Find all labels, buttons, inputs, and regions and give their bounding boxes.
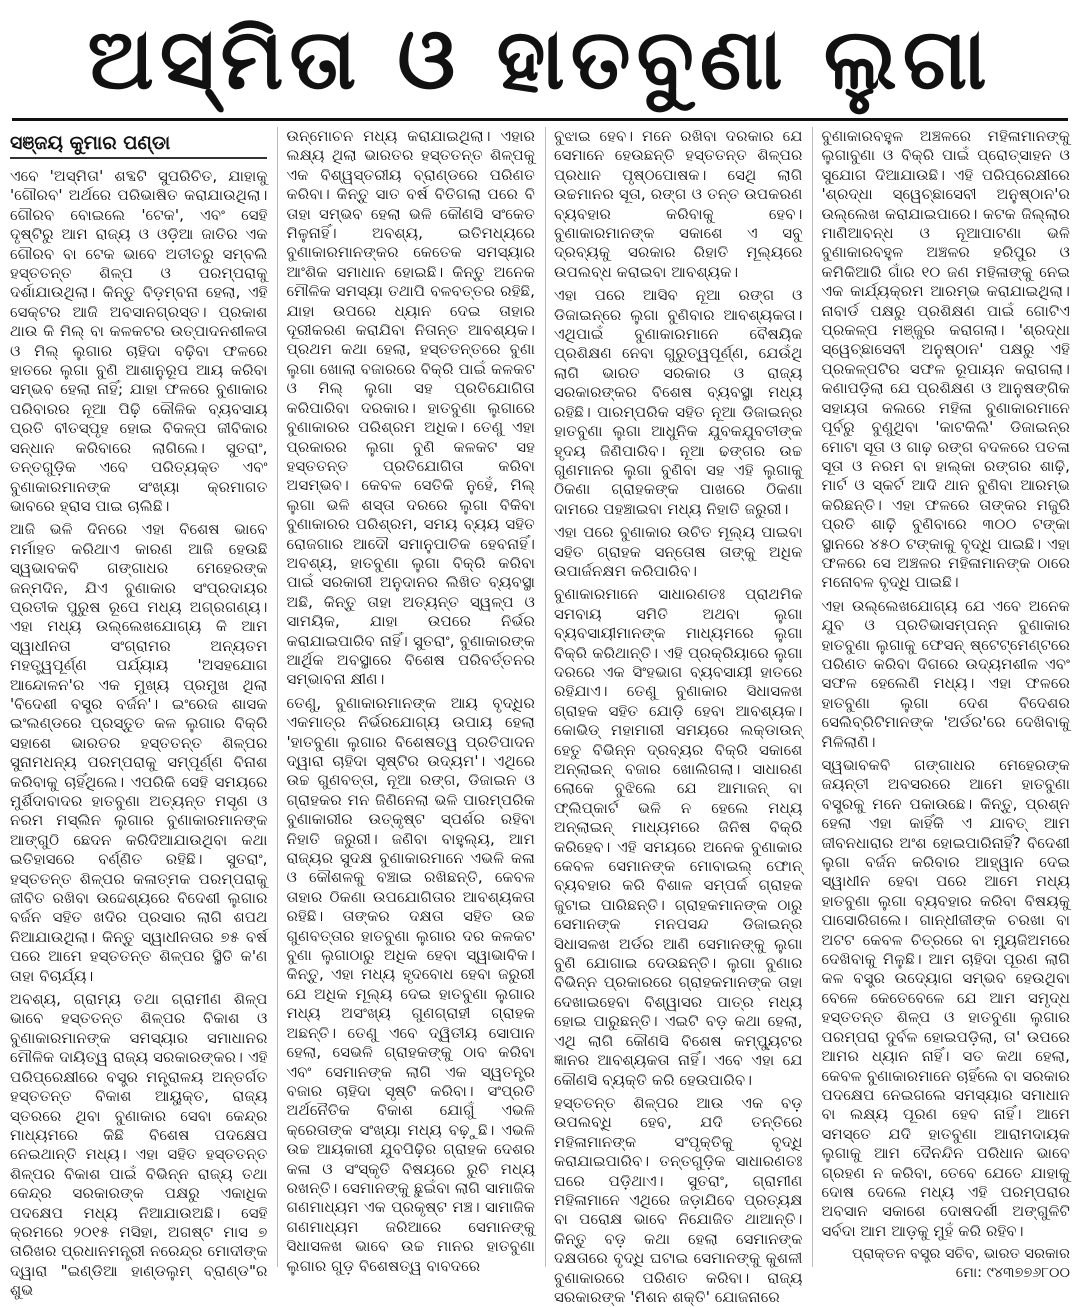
- author-title: ପ୍ରାକ୍ତନ ବସ୍ତ୍ର ସଚିବ, ଭାରତ ସରକାର: [852, 1246, 1070, 1263]
- paragraph: ତେଣୁ, ବୁଣାକାରମାନଙ୍କ ଆୟ ବୃଦ୍ଧିର ଏକମାତ୍ର ନିର୍ଭରଯୋଗ୍ୟ ଉପାୟ ହେଲା 'ହାତବୁଣା ଲୁଗାର ବିଶେଷତ୍ୱ ପ୍ରତିପାଦନ ଦ୍ୱାରା ଚାହିଦା ସୃଷ୍ଟିର ଉଦ୍ୟମ'। ଏଥିରେ ଉଚ୍ଚ ଗୁଣବତ୍ତା, ନୂଆ ରଙ୍ଗ, ଡିଜାଇନ ଓ ଗ୍ରାହକର ମନ ଜିଣିନେଲା ଭଳି ପାରମ୍ପରିକ ବୁଣାକାରୀର ଉତ୍କୃଷ୍ଟ ସ୍ପର୍ଶର ରହିବା ନିହାତି ଜରୁରୀ। ଜଣିବା ବାହୁଲ୍ୟ, ଆମ ରାଜ୍ୟର ସୁଦକ୍ଷ ବୁଣାକାରମାନେ ଏଭଳି କଳା ଓ କୌଶଳକୁ ବଞ୍ଚାଇ ରଖିଛନ୍ତି, କେବଳ ତାହାର ଠିକଣା ଉପଯୋଗିତାର ଆବଶ୍ୟକତା ରହିଛି। ତାଙ୍କର ଦକ୍ଷତା ସହିତ ଉଚ୍ଚ ଗୁଣବତ୍ତାର ହାତବୁଣା ଲୁଗାର ଦର କଳକଟ ବୁଣା ଲୁଗାଠାରୁ ଅଧିକ ହେବା ସ୍ୱାଭାବିକ। କିନ୍ତୁ, ଏହା ମଧ୍ୟ ହୃଦବୋଧ ହେବା ଜରୁରୀ ଯେ ଅଧିକ ମୂଲ୍ୟ ଦେଇ ହାତବୁଣା ଲୁଗାର ମଧ୍ୟ ଅସଂଖ୍ୟ ଗୁଣଗ୍ରାହୀ ଗ୍ରାହକ ଅଛନ୍ତି। ତେଣୁ ଏବେ ଦ୍ୱିତୀୟ ସୋପାନ ହେଲା, ସେଭଳି ଗ୍ରାହକଙ୍କୁ ଠାବ କରିବା ଏବଂ ସେମାନଙ୍କ ଲାଗି ଏକ ସ୍ୱତନ୍ତ୍ର ବଜାର ଚାହିଦା ସୃଷ୍ଟି କରିବା। ସଂପ୍ରତି ଅର୍ଥନୈତିକ ବିକାଶ ଯୋଗୁଁ ଏଭଳି କ୍ରେତାଙ୍କ ସଂଖ୍ୟା ମଧ୍ୟ ବଢ଼ୁଛି। ଏଭଳି ଉଚ୍ଚ ଆୟକାରୀ ଯୁବପିଢ଼ିର ଗ୍ରାହକ ଦେଶର କଳା ଓ ସଂସ୍କୃତି ବିଷୟରେ ରୁଚି ମଧ୍ୟ ରଖନ୍ତି। ସେମାନଙ୍କୁ ଛୁଇଁବା ଲାଗି ସାମାଜିକ ଗଣମାଧ୍ୟମ ଏକ ପ୍ରକୃଷ୍ଟ ମଞ୍ଚ। ସାମାଜିକ ଗଣମାଧ୍ୟମ ଜରିଆରେ ସେମାନଙ୍କୁ ସିଧାସଳଖ ଭାବେ ଉଚ୍ଚ ମାନର ହାତବୁଣା ଲୁଗାର ଗୁଡ଼ ବିଶେଷତ୍ୱ ବାବଦରେ: [286, 693, 535, 1275]
- paragraph: ଅବଶ୍ୟ, ଗ୍ରାମ୍ୟ ତଥା ଗ୍ରାମୀଣ ଶିଳ୍ପ ଭାବେ ହସ୍ତତନ୍ତ ଶିଳ୍ପର ବିକାଶ ଓ ବୁଣାକାରମାନଙ୍କ ସମସ୍ୟାର ସମାଧାନର ମୌଳିକ ଦାୟିତ୍ୱ ରାଜ୍ୟ ସରକାରଙ୍କର। ଏହି ପରିପ୍ରେକ୍ଷୀରେ ବସ୍ତ୍ର ମନ୍ତ୍ରାଳୟ ଅନ୍ତର୍ଗତ ହସ୍ତତନ୍ତ ବିକାଶ ଆୟୁକ୍ତ, ରାଜ୍ୟ ସ୍ତରରେ ଥିବା ବୁଣାକାର ସେବା କେନ୍ଦ୍ର ମାଧ୍ୟମରେ କିଛି ବିଶେଷ ପଦକ୍ଷେପ ନେଇଥାନ୍ତି ମଧ୍ୟ। ଏହା ସହିତ ହସ୍ତତନ୍ତ ଶିଳ୍ପର ବିକାଶ ପାଇଁ ବିଭିନ୍ନ ରାଜ୍ୟ ତଥା କେନ୍ଦ୍ର ସରକାରଙ୍କ ପକ୍ଷରୁ ଏକାଧିକ ପଦକ୍ଷେପ ମଧ୍ୟ ନିଆଯାଉଅଛି। ସେହି କ୍ରମରେ ୨୦୧୫ ମସିହା, ଅଗଷ୍ଟ ମାସ ୭ ତାରିଖର ପ୍ରଧାନମନ୍ତ୍ରୀ ନରେନ୍ଦ୍ର ମୋଦୀଙ୍କ ଦ୍ୱାରା "ଇଣ୍ଡିଆ ହାଣ୍ଡଲୁମ୍ ବ୍ରାଣ୍ଡ"ର ଶୁଭ: [10, 990, 268, 1300]
- author-contact: ମୋ: ୯୪୩୭୭୬୮୦୦: [955, 1265, 1070, 1282]
- article-column-1: [10, 127, 268, 1300]
- article-columns: [10, 127, 1070, 1306]
- article-column-3: [545, 127, 803, 1306]
- paragraph: ଆଜି ଭଳି ଦିନରେ ଏହା ବିଶେଷ ଭାବେ ମର୍ମାହତ କରିଥାଏ କାରଣ ଆଜି ହେଉଛି ସ୍ୱଭାବକବି ଗଙ୍ଗାଧର ମେହେରଙ୍କ ଜନ୍ମଦିନ, ଯିଏ ବୁଣାକାର ସଂପ୍ରଦାୟର ପ୍ରତୀକ ପୁରୁଷ ରୂପେ ମଧ୍ୟ ଅଗ୍ରଗଣ୍ୟ। ଏହା ମଧ୍ୟ ଉଲ୍ଲେଖଯୋଗ୍ୟ କି ଆମ ସ୍ୱାଧୀନତା ସଂଗ୍ରାମର ଅନ୍ୟତମ ମହତ୍ତ୍ୱପୂର୍ଣ୍ଣ ପର୍ଯ୍ୟାୟ 'ଅସହଯୋଗ ଆନ୍ଦୋଳନ'ର ଏକ ମୁଖ୍ୟ ପ୍ରମୁଖ ଥିଲା 'ବିଦେଶୀ ବସ୍ତ୍ର ବର୍ଜନ'। ଇଂରେଜ ଶାସକ ଇଂଲଣ୍ଡରେ ପ୍ରସ୍ତୁତ କଳ ଲୁଗାର ବିକ୍ରି ସହାଶେ ଭାରତର ହସ୍ତତନ୍ତ ଶିଳ୍ପର ସୁନାମଧନ୍ୟ ପରମ୍ପରାକୁ ସମ୍ପୂର୍ଣ୍ଣ ବିନାଶ କରିବାକୁ ଚାହିଁଥିଲେ। ଏପରିକି ସେହି ସମୟରେ ମୁର୍ଶିଦାବାଦର ହାତବୁଣା ଅତ୍ୟନ୍ତ ମସୃଣ ଓ ନରମ ମସ୍ଲିନ ଲୁଗାର ବୁଣାକାରମାନଙ୍କ ଆଙ୍ଗୁଠି ଛେଦନ କରିଦିଆଯାଉଥିବା କଥା ଇତିହାସରେ ବର୍ଣ୍ଣିତ ରହିଛି। ସୁତରାଂ, ହସ୍ତତନ୍ତ ଶିଳ୍ପର କଳାତ୍ମକ ପରମ୍ପରାକୁ ଜୀବିତ ରଖିବା ଉଦ୍ଦେଶ୍ୟରେ ବିଦେଶୀ ଲୁଗାର ବର୍ଜନ ସହିତ ଖଦିର ପ୍ରସାର ଲାଗି ଶପଥ ନିଆଯାଉଥିଲା। କିନ୍ତୁ ସ୍ୱାଧୀନତାର ୭୫ ବର୍ଷ ପରେ ଆମେ ହସ୍ତତନ୍ତ ଶିଳ୍ପର ସ୍ଥିତି କ'ଣ ତାହା ବିଚାର୍ଯ୍ୟ।: [10, 520, 268, 985]
- paragraph: ବୁଣାକାରମାନେ ସାଧାରଣତଃ ପ୍ରାଥମିକ ସମବାୟ ସମିତି ଅଥବା ଲୁଗା ବ୍ୟବସାୟୀମାନଙ୍କ ମାଧ୍ୟମରେ ଲୁଗା ବିକ୍ରି କରିଥାନ୍ତି। ଏହି ପ୍ରକ୍ରିୟାରେ ଲୁଗା ଦରରେ ଏକ ସିଂହଭାଗ ବ୍ୟବସାୟୀ ହାତରେ ରହିଯାଏ। ତେଣୁ ବୁଣାକାର ସିଧାସଳଖ ଗ୍ରାହକ ସହିତ ଯୋଡ଼ି ହେବା ଆବଶ୍ୟକ। କୋଭିଡ୍ ମହାମାରୀ ସମୟରେ ଲକ୍‌ଡାଉନ୍ ହେତୁ ବିଭିନ୍ନ ଦ୍ରବ୍ୟର ବିକ୍ରି ସକାଶେ ଅନ୍‌ଲାଇନ୍ ବଜାର ଖୋଲିଗଲା। ସାଧାରଣ ଲୋକେ ବୁଝିଲେ ଯେ ଆମାଜନ୍ ବା ଫ୍ଲିପ୍‌କାର୍ଟ ଭଳି ନ ହେଲେ ମଧ୍ୟ ଅନ୍‌ଲାଇନ୍ ମାଧ୍ୟମରେ ଜିନିଷ ବିକ୍ରି କରିହେବ। ଏହି ସମୟରେ ଅନେକ ବୁଣାକାର କେବଳ ସେମାନଙ୍କ ମୋବାଇଲ୍ ଫୋନ୍ ବ୍ୟବହାର କରି ବିଶାଳ ସମ୍ପର୍କ ଗ୍ରାହକ ଜୁଟାଇ ପାରିଛନ୍ତି। ଗ୍ରାହକମାନଙ୍କ ଠାରୁ ସେମାନଙ୍କ ମନପସନ୍ଦ ଡିଜାଇନ୍‌ର ସିଧାସଳଖ ଅର୍ଡର ଆଣି ସେମାନଙ୍କୁ ଲୁଗା ବୁଣି ଯୋଗାଇ ଦେଉଛନ୍ତି। ଲୁଗା ବୁଣାର ବିଭିନ୍ନ ପ୍ରକାରରେ ଗ୍ରାହକମାନଙ୍କ ତାହା ଦେଖାଇହେବା ବିଶ୍ୱାସର ପାତ୍ର ମଧ୍ୟ ହୋଇ ପାରୁଛନ୍ତି। ଏଇଟି ବଡ଼ କଥା ହେଲା, ଏଥି ଲାଗି କୌଣସି ବିଶେଷ କମ୍ପ୍ୟୁଟର ଜ୍ଞାନର ଆବଶ୍ୟକତା ନାହିଁ। ଏବେ ଏହା ଯେ କୌଣସି ବ୍ୟକ୍ତି କରି ହେଉପାରିବ।: [553, 585, 803, 1089]
- paragraph: ଉନ୍ମୋଚନ ମଧ୍ୟ କରାଯାଇଥିଲା। ଏହାର ଲକ୍ଷ୍ୟ ଥିଲା ଭାରତର ହସ୍ତତନ୍ତ ଶିଳ୍ପକୁ ଏକ ବିଶ୍ୱସ୍ତରୀୟ ବ୍ରାଣ୍ଡରେ ପରିଣତ କରିବା। କିନ୍ତୁ ସାତ ବର୍ଷ ବିତିଗଲା ପରେ ବି ତାହା ସମ୍ଭବ ହେଲା ଭଳି କୌଣସି ସଂକେତ ମିଳୁନାହିଁ। ଅବଶ୍ୟ, ଇତିମଧ୍ୟରେ ବୁଣାକାରମାନଙ୍କର କେତେକ ସମସ୍ୟାର ଆଂଶିକ ସମାଧାନ ହୋଇଛି। କିନ୍ତୁ ଅନେକ ମୌଳିକ ସମସ୍ୟା ତଥାପି ବଳବତ୍ତର ରହିଛି, ଯାହା ଉପରେ ଧ୍ୟାନ ଦେଇ ତାହାର ଦୂରୀକରଣ କରାଯିବା ନିତାନ୍ତ ଆବଶ୍ୟକ। ପ୍ରଥମ କଥା ହେଲା, ହସ୍ତତନ୍ତରେ ବୁଣା ଲୁଗା ଖୋଲା ବଜାରରେ ବିକ୍ରି ପାଇଁ କଳକଟ ଓ ମିଲ୍ ଲୁଗା ସହ ପ୍ରତିଯୋଗିତା କରିପାରିବା ଦରକାର। ହାତବୁଣା ଲୁଗାରେ ବୁଣାକାରର ପରିଶ୍ରମ ଅଧିକ। ତେଣୁ ଏହା ପ୍ରକାରର ଲୁଗା ବୁଣି କଳକଟ ସହ ହସ୍ତତନ୍ତ ପ୍ରତିଯୋଗିତା କରିବା ଅସମ୍ଭବ। କେବଳ ସେତିକି ନୁହେଁ, ମିଲ୍ ଲୁଗା ଭଳି ଶସ୍ତା ଦରରେ ଲୁଗା ବିକିବା ବୁଣାକାରର ପରିଶ୍ରମ, ସମୟ ବ୍ୟୟ ସହିତ ରୋଜଗାର ଆଦୌ ସମାନୁପାତିକ ହେବନାହିଁ। ଅବଶ୍ୟ, ହାତବୁଣା ଲୁଗା ବିକ୍ରି କରିବା ପାଇଁ ସରକାରୀ ଅନୁଦାନର ଲିଖିତ ବ୍ୟବସ୍ଥା ଅଛି, କିନ୍ତୁ ତାହା ଅତ୍ୟନ୍ତ ସ୍ୱଳ୍ପ ଓ ସାମୟିକ, ଯାହା ଉପରେ ନିର୍ଭର କରାଯାଇପାରିବ ନାହିଁ। ସୁତରାଂ, ବୁଣାକାରଙ୍କ ଆର୍ଥିକ ଅବସ୍ଥାରେ ବିଶେଷ ପରିବର୍ତ୍ତନର ସମ୍ଭାବନା କ୍ଷୀଣ।: [286, 127, 535, 689]
- byline-rule: [10, 157, 267, 159]
- paragraph: ବୁଣାକାରବହୁଳ ଅଞ୍ଚଳରେ ମହିଳାମାନଙ୍କୁ ଲୁଗାବୁଣା ଓ ବିକ୍ରି ପାଇଁ ପ୍ରୋତ୍ସାହନ ଓ ସୁଯୋଗ ଦିଆଯାଉଛି। ଏହି ପରିପ୍ରେକ୍ଷୀରେ 'ଶ୍ରଦ୍ଧା ସ୍ୱେଚ୍ଛାସେବୀ ଅନୁଷ୍ଠାନ'ର ଉଲ୍ଲେଖ କରାଯାଇପାରେ। କଟକ ଜିଲ୍ଲାର ମାଣିଆବନ୍ଧ ଓ ନୂଆପାଟଣା ଭଳି ବୁଣାକାରବହୁଳ ଅଞ୍ଚଳର ହରିପୁର ଓ କମିକିଆରି ଗାଁର ୧୦ ଜଣ ମହିଳାଙ୍କୁ ନେଇ ଏକ କାର୍ଯ୍ୟକ୍ରମ ଆରମ୍ଭ କରାଯାଇଥିଲା। ନାବାର୍ଡ ପକ୍ଷରୁ ପ୍ରଶିକ୍ଷଣ ପାଇଁ ଗୋଟିଏ ପ୍ରକଳ୍ପ ମଞ୍ଜୁର କରାଗଲା। 'ଶ୍ରଦ୍ଧା ସ୍ୱେଚ୍ଛାସେବୀ ଅନୁଷ୍ଠାନ' ପକ୍ଷରୁ ଏହି ପ୍ରକଳ୍ପଟିର ସଫଳ ରୂପାୟନ କରାଗଲା। କଣାପଡ଼ିଲା ଯେ ପ୍ରଶିକ୍ଷଣ ଓ ଆନୁଷଙ୍ଗିକ ସହାୟତା କଲରେ ମହିଳା ବୁଣାକାରମାନେ ପୂର୍ବରୁ ବୁଣୁଥିବା 'କାଟକିଲି' ଡିଜାଇନ୍‌ର ମୋଟା ସୂତା ଓ ଗାଢ଼ ରଙ୍ଗ ବଦଳରେ ପତଳା ସୂତା ଓ ନରମ ବା ହାଲ୍‌କା ରଙ୍ଗର ଶାଢ଼ି, ମାର୍ଟ ଓ ସ୍କର୍ଟ ଆଦି ଥାନ ବୁଣିବା ଆରମ୍ଭ କରିଛନ୍ତି। ଏହା ଫଳରେ ତାଙ୍କର ମଜୁରି ପ୍ରତି ଶାଢ଼ି ବୁଣିବାରେ ୩୦୦ ଟଙ୍କା ସ୍ଥାନରେ ୪୫୦ ଟଙ୍କାକୁ ବୃଦ୍ଧି ପାଇଛି। ଏହା ଫଳରେ ସେ ଅଞ୍ଚଳର ମହିଳାମାନଙ୍କ ଠାରେ ମନୋବଳ ବୃଦ୍ଧି ପାଇଛି।: [821, 127, 1070, 592]
- paragraph: ହସ୍ତତନ୍ତ ଶିଳ୍ପର ଆଉ ଏକ ବଡ଼ ଉପଲବ୍ଧି ହେବ, ଯଦି ତନ୍ତିରେ ମହିଳାମାନଙ୍କ ସଂପୃକ୍ତିକୁ ବୃଦ୍ଧି କରାଯାଇପାରିବ। ତନ୍ତଗୁଡ଼ିକ ସାଧାରଣତଃ ଘରେ ପଡ଼ିଥାଏ। ସୁତରାଂ, ଗ୍ରାମୀଣ ମହିଳାମାନେ ଏଥିରେ ଜଡ଼ାଯିବେ ପ୍ରତ୍ୟକ୍ଷ ବା ପରୋକ୍ଷ ଭାବେ ନିଯୋଜିତ ଥାଆନ୍ତି। କିନ୍ତୁ ବଡ଼ କଥା ହେଲା ସେମାନଙ୍କ ଦକ୍ଷତାରେ ବୃଦ୍ଧି ଘଟାଇ ସେମାନଙ୍କୁ କୁଶଳୀ ବୁଣାକାରରେ ପରିଣତ କରିବା। ରାଜ୍ୟ ସରକାରଙ୍କ 'ମିଶନ ଶକ୍ତି' ଯୋଜନାରେ: [553, 1093, 803, 1306]
- paragraph: ଏହା ଉଲ୍ଲେଖଯୋଗ୍ୟ ଯେ ଏବେ ଅନେକ ଯୁବ ଓ ପ୍ରତିଭାସମ୍ପନ୍ନ ବୁଣାକାର ହାତବୁଣା ଲୁଗାକୁ ଫେସନ୍ ଷ୍ଟେଟ୍‌ମେଣ୍ଟରେ ପରିଣତ କରିବା ଦିଗରେ ଉଦ୍ୟମଶୀଳ ଏବଂ ସଫଳ ହେଲେଣି ମଧ୍ୟ। ଏହା ଫଳରେ ହାତବୁଣା ଲୁଗା ଦେଶ ବିଦେଶର ସେଲିବ୍ରିଟିମାନଙ୍କ 'ଅର୍ଡର'ରେ ଦେଖିବାକୁ ମିଳିଲାଣି।: [821, 596, 1070, 751]
- paragraph: ବୁଝାଇ ହେବ। ମନେ ରଖିବା ଦରକାର ଯେ ସେମାନେ ହେଉଛନ୍ତି ହସ୍ତତନ୍ତ ଶିଳ୍ପର ପ୍ରଧାନ ପୃଷ୍ଠପୋଷକ। ସେଥି ଲାଗି ଉଚ୍ଚମାନର ସୂତା, ରଙ୍ଗ ଓ ତନ୍ତ ଉପକରଣ ବ୍ୟବହାର କରିବାକୁ ହେବ। ବୁଣାକାରମାନଙ୍କ ସକାଶେ ଏ ସବୁ ଦ୍ରବ୍ୟକୁ ସରକାର ରିହାତି ମୂଲ୍ୟରେ ଉପଲବ୍ଧ କରାଇବା ଆବଶ୍ୟକ।: [553, 127, 803, 281]
- headline-rule: [12, 118, 1068, 121]
- paragraph: ସ୍ୱଭାବକବି ଗଙ୍ଗାଧର ମେହେରଙ୍କ ଜୟନ୍ତୀ ଅବସରରେ ଆମେ ହାତବୁଣା ବସ୍ତ୍ରକୁ ମନେ ପକାଉଛେ। କିନ୍ତୁ, ପ୍ରଶ୍ନ ହେଲା ଏହା କାହିଁକି ଏ ଯାବତ୍ ଆମ ଜୀବନଧାରାର ଅଂଶ ହୋଇପାରିନାହିଁ? ବିଦେଶୀ ଲୁଗା ବର୍ଜନ କରିବାର ଆହ୍ୱାନ ଦେଇ ସ୍ୱାଧୀନ ହେବା ପରେ ଆମେ ମଧ୍ୟ ହାତବୁଣା ଲୁଗା ବ୍ୟବହାର କରିବା ବିଷୟକୁ ପାସୋରିଗଲେ। ଗାନ୍ଧୀଜୀଙ୍କ ଚରଖା ବା ଅଟଟ କେବଳ ଚିତ୍ରରେ ବା ମ୍ୟୁଜିଅମରେ ଦେଖିବାକୁ ମିଳୁଛି। ଆମ ଚାହିଦା ପୂରଣ ଲାଗି କଳ ବସ୍ତ୍ର ଉଦ୍ୟୋଗ ସମ୍ଭବ ହେଉଥିବା ବେଳେ କେତେବେଳେ ଯେ ଆମ ସମୃଦ୍ଧ ହସ୍ତତନ୍ତ ଶିଳ୍ପ ଓ ହାତବୁଣା ଲୁଗାର ପରମ୍ପରା ଦୁର୍ବଳ ହୋଇପଡ଼ିଲା, ତା' ଉପରେ ଆମର ଧ୍ୟାନ ନାହିଁ। ସତ କଥା ହେଲା, କେବଳ ବୁଣାକାରମାନେ ଚାହିଁଲେ ବା ସରକାର ପଦକ୍ଷେପ ନେଇଗଲେ ସମସ୍ୟାର ସମାଧାନ ବା ଲକ୍ଷ୍ୟ ପୂରଣ ହେବ ନାହିଁ। ଆମେ ସମସ୍ତେ ଯଦି ହାତବୁଣା ଆରାମଦାୟକ ଲୁଗାକୁ ଆମ ଦୈନନ୍ଦିନ ପରିଧାନ ଭାବେ ଗ୍ରହଣ ନ କରିବା, ତେବେ ଯେତେ ଯାହାକୁ ଦୋଷ ଦେଲେ ମଧ୍ୟ ଏହି ପରମ୍ପରାର ଅବସାନ ସକାଶେ ଦୋଷଦର୍ଶୀ ଅଙ୍ଗୁଳିଟି ସର୍ବଦା ଆମ ଆଡ଼କୁ ମୁହଁ କରି ରହିବ।: [821, 756, 1070, 1240]
- paragraph: ଏହା ପରେ ବୁଣାକାର ଉଚିତ ମୂଲ୍ୟ ପାଇବା ସହିତ ଗ୍ରାହକ ସନ୍ତୋଷ ତାଙ୍କୁ ଅଧିକ ଉପାର୍ଜନକ୍ଷମ କରିପାରିବ।: [553, 523, 803, 580]
- author-signature: [821, 1245, 1070, 1283]
- article-column-2: [277, 127, 535, 1275]
- author-byline: ସଞ୍ଜୟ କୁମାର ପଣ୍ଡା: [10, 132, 171, 154]
- paragraph: ଏବେ 'ଅସ୍ମିତା' ଶବ୍ଦଟି ସୁପରିଚିତ, ଯାହାକୁ 'ଗୌରବ' ଅର୍ଥରେ ପରିଭାଷିତ କରାଯାଉଥିଲା। ଗୌରବ ବୋଇଲେ 'ଟେକ', ଏବଂ ସେହି ଦୃଷ୍ଟିରୁ ଆମ ରାଜ୍ୟ ଓ ଓଡ଼ିଆ ଜାତିର ଏକ ଗୌରବ ବା ଟେକ ଭାବେ ଅତୀତରୁ ସମ୍ବଲି ହସ୍ତତନ୍ତ ଶିଳ୍ପ ଓ ପରମ୍ପରାକୁ ଦର୍ଶାଯାଉଥିଲା। କିନ୍ତୁ ବିଡ଼ମ୍ବନା ହେଲା, ଏହି ସେକ୍ଟର ଆଜି ଅବସାନଗ୍ରସ୍ତ। ପ୍ରକାଶ ଥାଉ କି ମିଲ୍ ବା କଳକଟର ଉତ୍ପାଦନଶୀଳତା ଓ ମିଲ୍ ଲୁଗାର ଚାହିଦା ବଢ଼ିବା ଫଳରେ ହାତରେ ଲୁଗା ବୁଣି ଆଶାନୁରୂପ ଆୟ କରିବା ସମ୍ଭବ ହେଲା ନାହିଁ; ଯାହା ଫଳରେ ବୁଣାକାର ପରିବାରର ନୂଆ ପିଢ଼ି କୌଳିକ ବ୍ୟବସାୟ ପ୍ରତି ବୀତସ୍ପୃହ ହୋଇ ବିକଳ୍ପ ଜୀବିକାର ସନ୍ଧାନ କରିବାରେ ଲାଗିଲେ। ସୁତରାଂ, ତନ୍ତଗୁଡ଼ିକ ଏବେ ପରିତ୍ୟକ୍ତ ଏବଂ ବୁଣାକାରମାନଙ୍କ ସଂଖ୍ୟା କ୍ରମାଗତ ଭାବରେ ହ୍ରାସ ପାଇ ଚାଲିଛି।: [10, 167, 268, 515]
- article-column-4: [812, 127, 1070, 1282]
- article-headline: ଅସ୍ମିତା ଓ ହାତବୁଣା ଲୁଗା: [87, 9, 993, 108]
- paragraph: ଏହା ପରେ ଆସିବ ନୂଆ ରଙ୍ଗ ଓ ଡିଜାଇନ୍‌ରେ ଲୁଗା ବୁଣିବାର ଆବଶ୍ୟକତା। ଏଥିପାଇଁ ବୁଣାକାରମାନେ ବୈଷୟିକ ପ୍ରଶିକ୍ଷଣ ନେବା ଗୁରୁତ୍ୱପୂର୍ଣ୍ଣ, ଯେଉଁଥି ଲାଗି ଭାରତ ସରକାର ଓ ରାଜ୍ୟ ସରକାରଙ୍କର ବିଶେଷ ବ୍ୟବସ୍ଥା ମଧ୍ୟ ରହିଛି। ପାରମ୍ପରିକ ସହିତ ନୂଆ ଡିଜାଇନ୍‌ର ହାତବୁଣା ଲୁଗା ଆଧୁନିକ ଯୁବକଯୁବତୀଙ୍କ ହୃଦୟ ଜିଣିପାରିବ। ନୂଆ ଢଙ୍ଗର ଉଚ୍ଚ ଗୁଣମାନର ଲୁଗା ବୁଣିବା ସହ ଏହି ଲୁଗାକୁ ଠିକଣା ଗ୍ରାହକଙ୍କ ପାଖରେ ଠିକଣା ଦାମରେ ପହଞ୍ଚାଇବା ମଧ୍ୟ ନିହାତି ଜରୁରୀ।: [553, 286, 803, 518]
